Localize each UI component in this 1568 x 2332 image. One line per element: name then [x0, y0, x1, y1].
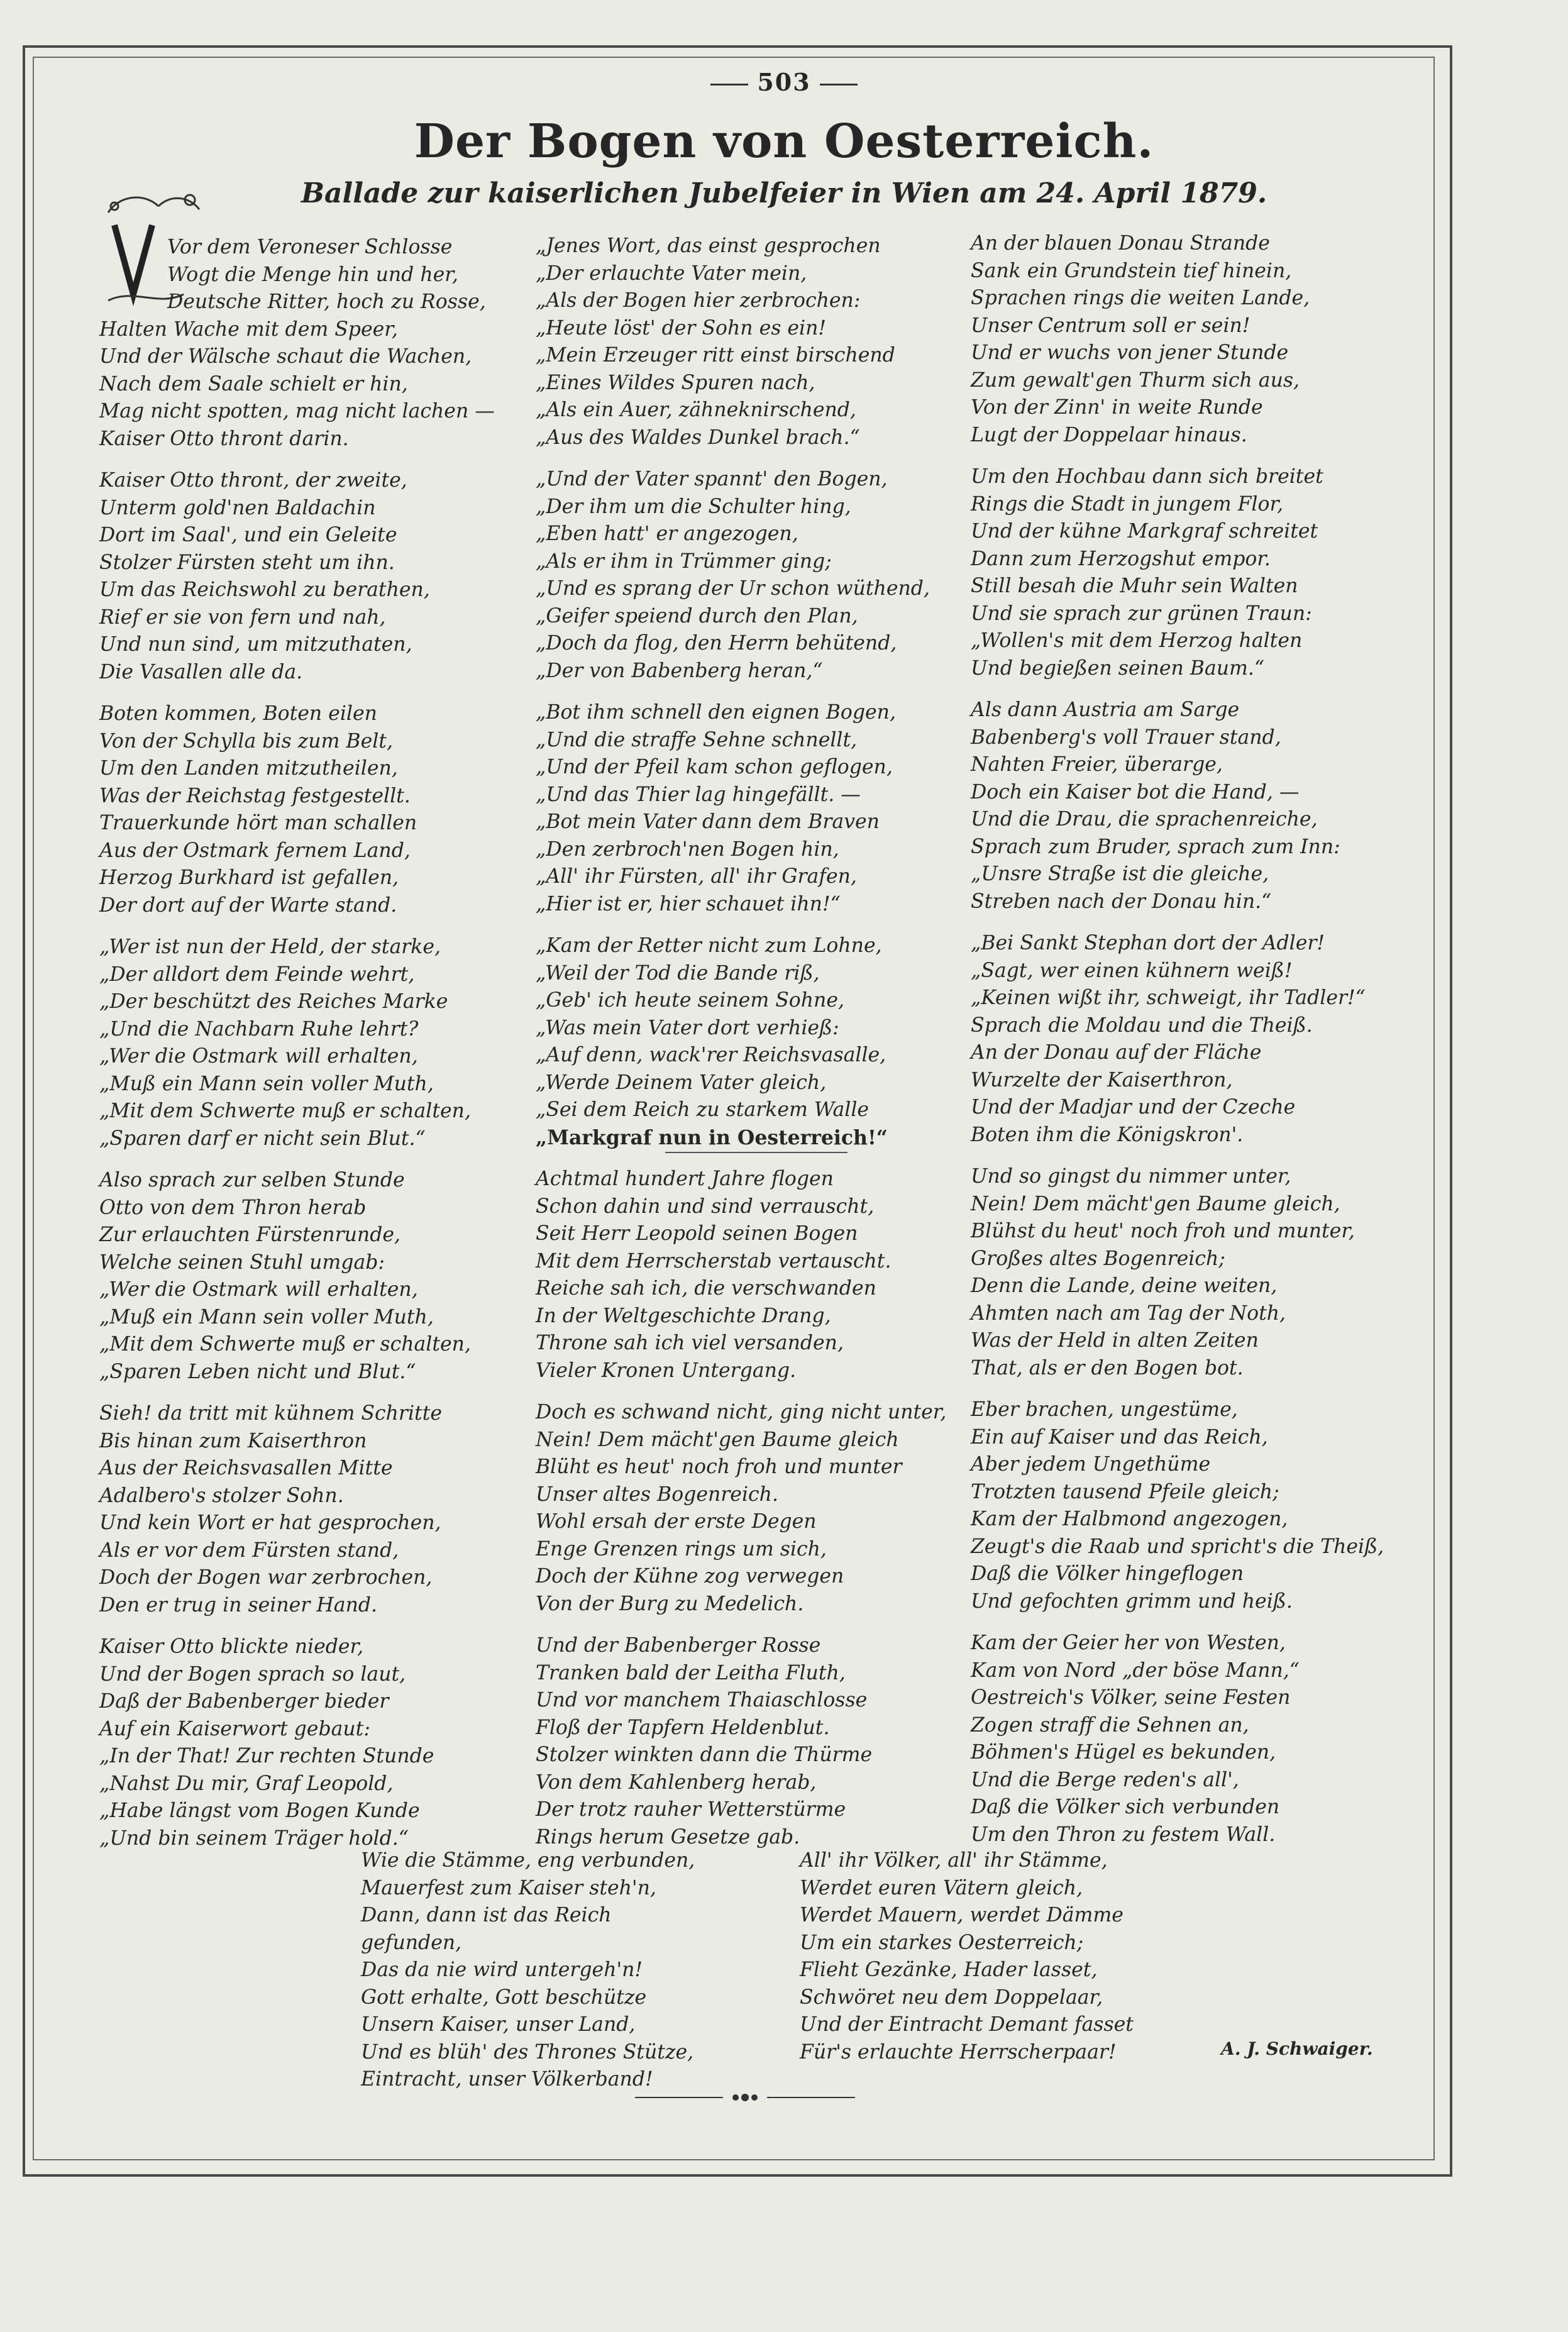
stanza — [536, 1166, 951, 1384]
verse-line: Dann zum Herzogshut empor. — [971, 547, 1271, 570]
verse-line: Rings herum Gesetze gab. — [536, 1825, 800, 1848]
verse-line: „Bei Sankt Stephan dort der Adler! — [971, 932, 1325, 954]
stanza — [99, 1633, 502, 1852]
verse-line: Zum gewalt'gen Thurm sich aus, — [971, 368, 1300, 392]
stanza — [971, 1396, 1405, 1615]
verse-line: Adalbero's stolzer Sohn. — [99, 1484, 344, 1507]
verse-line: Eber brachen, ungestüme, — [971, 1398, 1238, 1421]
stanza — [971, 1630, 1405, 1848]
verse-line: „Kam der Retter nicht zum Lohne, — [536, 934, 882, 957]
poem-column-1 — [99, 234, 502, 1867]
verse-line: Floß der Tapfern Heldenblut. — [536, 1716, 830, 1739]
verse-line: „Als der Bogen hier zerbrochen: — [536, 289, 861, 312]
verse-line: Und der Babenberger Rosse — [536, 1634, 821, 1657]
verse-line: „Wer ist nun der Held, der starke, — [99, 936, 441, 958]
verse-line: Achtmal hundert Jahre flogen — [536, 1168, 834, 1190]
verse-line: An der blauen Donau Strande — [971, 232, 1270, 255]
verse-line: Zeugt's die Raab und spricht's die Theiß, — [971, 1535, 1384, 1558]
verse-line: Trauerkunde hört man schallen — [99, 812, 417, 834]
verse-line: Böhmen's Hügel es bekunden, — [971, 1741, 1276, 1764]
stanza — [536, 466, 951, 685]
verse-line: Auf ein Kaiserwort gebaut: — [99, 1717, 370, 1740]
verse-line: „Was mein Vater dort verhieß: — [536, 1016, 839, 1039]
verse-line: Von der Schylla bis zum Belt, — [99, 729, 393, 753]
verse-line: Und der Bogen sprach so laut, — [99, 1662, 406, 1686]
verse-line: Für's erlauchte Herrscherpaar! — [800, 2040, 1117, 2064]
verse-line: Blüht es heut' noch froh und munter — [536, 1456, 902, 1478]
verse-line: Stolzer Fürsten steht um ihn. — [99, 551, 395, 574]
verse-line: Throne sah ich viel versanden, — [536, 1332, 844, 1354]
verse-line: Daß die Völker sich verbunden — [971, 1796, 1280, 1818]
verse-line: „Als ein Auer, zähneknirschend, — [536, 399, 856, 421]
verse-line: „Sei dem Reich zu starkem Walle — [536, 1098, 870, 1121]
page-title: Der Bogen von Oesterreich. — [414, 114, 1154, 169]
verse-line: Nach dem Saale schielt er hin, — [99, 372, 408, 395]
verse-line: „Weil der Tod die Bande riß, — [536, 961, 820, 985]
verse-line: Sprach zum Bruder, sprach zum Inn: — [971, 835, 1340, 858]
verse-line: „Der erlauchte Vater mein, — [536, 262, 807, 285]
verse-line: Wohl ersah der erste Degen — [536, 1510, 817, 1533]
verse-line: „Den zerbroch'nen Bogen hin, — [536, 837, 839, 861]
verse-line: Aber jedem Ungethüme — [971, 1453, 1211, 1476]
verse-line: Um das Reichswohl zu berathen, — [99, 578, 430, 601]
verse-line: Flieht Gezänke, Hader lasset, — [800, 1959, 1098, 1981]
verse-line: Unser Centrum soll er sein! — [971, 314, 1251, 337]
verse-line: Vor dem Veroneser Schlosse — [167, 236, 453, 258]
verse-line: Als dann Austria am Sarge — [971, 699, 1240, 721]
page-number: 503 — [757, 68, 811, 96]
verse-line: An der Donau auf der Fläche — [971, 1041, 1262, 1064]
verse-line: Streben nach der Donau hin.“ — [971, 890, 1272, 913]
verse-line: Mit dem Herrscherstab vertauscht. — [536, 1249, 892, 1273]
verse-line: Babenberg's voll Trauer stand, — [971, 726, 1281, 749]
verse-line: „Wer die Ostmark will erhalten, — [99, 1045, 418, 1068]
verse-line: Doch der Bogen war zerbrochen, — [99, 1566, 433, 1589]
verse-line: „Eines Wildes Spuren nach, — [536, 371, 815, 394]
verse-line: Gott erhalte, Gott beschütze — [361, 1986, 647, 2009]
verse-line: „Eben hatt' er angezogen, — [536, 522, 798, 545]
verse-line: Und der Wälsche schaut die Wachen, — [99, 345, 472, 368]
verse-line: Halten Wache mit dem Speer, — [99, 318, 398, 341]
verse-line: Sprach die Moldau und die Theiß. — [971, 1014, 1313, 1037]
verse-line: Und die Drau, die sprachenreiche, — [971, 808, 1318, 831]
verse-line: „Geb' ich heute seinem Sohne, — [536, 989, 844, 1012]
verse-line: „Der von Babenberg heran,“ — [536, 659, 823, 682]
verse-line: Und kein Wort er hat gesprochen, — [99, 1511, 441, 1534]
verse-line: Und sie sprach zur grünen Traun: — [971, 602, 1312, 625]
stanza — [536, 932, 951, 1151]
verse-line: „Auf denn, wack'rer Reichsvasalle, — [536, 1044, 886, 1066]
verse-line: „Und die Nachbarn Ruhe lehrt? — [99, 1017, 419, 1041]
verse-line: „Der alldort dem Feinde wehrt, — [99, 963, 415, 986]
verse-line: Großes altes Bogenreich; — [971, 1247, 1225, 1270]
verse-line: Die Vasallen alle da. — [99, 660, 303, 683]
verse-line: „In der That! Zur rechten Stunde — [99, 1745, 434, 1767]
stanza — [971, 930, 1405, 1149]
page-number-dash-left — [710, 84, 748, 86]
poem-column-2 — [536, 233, 951, 1865]
verse-line: Lugt der Doppelaar hinaus. — [971, 423, 1247, 446]
verse-line: Und so gingst du nimmer unter, — [971, 1165, 1291, 1188]
verse-line: „Sagt, wer einen kühnern weiß! — [971, 959, 1293, 982]
verse-line: Doch es schwand nicht, ging nicht unter, — [536, 1401, 947, 1423]
verse-line: Von der Burg zu Medelich. — [536, 1592, 804, 1615]
verse-line: Nahten Freier, überarge, — [971, 753, 1223, 776]
verse-line: Und gefochten grimm und heiß. — [971, 1589, 1293, 1613]
verse-line: Um ein starkes Oesterreich; — [800, 1931, 1084, 1954]
verse-line: Und der kühne Markgraf schreitet — [971, 520, 1318, 543]
finale-stanza-left — [361, 1847, 713, 2094]
verse-line: Seit Herr Leopold seinen Bogen — [536, 1222, 858, 1245]
verse-line: Vieler Kronen Untergang. — [536, 1359, 797, 1382]
verse-line: Werdet euren Vätern gleich, — [800, 1876, 1083, 1899]
verse-line: „Als er ihm in Trümmer ging; — [536, 550, 832, 573]
verse-line: Sieh! da tritt mit kühnem Schritte — [99, 1402, 443, 1425]
verse-line: Rief er sie von fern und nah, — [99, 605, 386, 629]
verse-line: Kaiser Otto thront darin. — [99, 427, 349, 450]
verse-line: Und die Berge reden's all', — [971, 1768, 1239, 1791]
verse-line: „Keinen wißt ihr, schweigt, ihr Tadler!“ — [971, 986, 1366, 1009]
verse-line: Was der Reichstag festgestellt. — [99, 784, 411, 807]
verse-line: Das da nie wird untergeh'n! — [361, 1959, 643, 1981]
finale-stanza-right — [800, 1847, 1152, 2066]
stanza — [971, 230, 1405, 449]
verse-line: „Doch da flog, den Herrn behütend, — [536, 632, 897, 655]
verse-line: „Werde Deinem Vater gleich, — [536, 1071, 827, 1094]
verse-line: Kam der Halbmond angezogen, — [971, 1508, 1288, 1530]
verse-line: Und er wuchs von jener Stunde — [971, 341, 1289, 364]
verse-line: Kam der Geier her von Westen, — [971, 1632, 1286, 1654]
verse-line: „Der ihm um die Schulter hing, — [536, 495, 851, 518]
verse-line: Zogen straff die Sehnen an, — [971, 1713, 1249, 1737]
verse-line: Schon dahin und sind verrauscht, — [536, 1195, 875, 1218]
verse-line: „Und die straffe Sehne schnellt, — [536, 728, 858, 751]
verse-line: „Mit dem Schwerte muß er schalten, — [99, 1100, 471, 1122]
verse-line: Und nun sind, um mitzuthaten, — [99, 633, 412, 656]
verse-line: Kam von Nord „der böse Mann,“ — [971, 1659, 1300, 1682]
verse-line: Werdet Mauern, werdet Dämme — [800, 1904, 1124, 1926]
verse-line: „Mit dem Schwerte muß er schalten, — [99, 1333, 471, 1356]
verse-line: Doch der Kühne zog verwegen — [536, 1565, 844, 1588]
verse-line: Und der Eintracht Demant fasset — [800, 2013, 1134, 2036]
verse-line: „Wer die Ostmark will erhalten, — [99, 1278, 418, 1301]
verse-line: Kaiser Otto thront, der zweite, — [99, 469, 407, 492]
stanza — [536, 233, 951, 451]
verse-line: „Markgraf nun in Oesterreich!“ — [536, 1125, 888, 1149]
verse-line: „Aus des Waldes Dunkel brach.“ — [536, 426, 860, 449]
stanza — [536, 699, 951, 918]
verse-line: Unsern Kaiser, unser Land, — [361, 2013, 636, 2036]
verse-line: „Wollen's mit dem Herzog halten — [971, 629, 1303, 652]
verse-line: „Geifer speiend durch den Plan, — [536, 604, 858, 627]
stanza — [971, 1163, 1405, 1382]
verse-line: „Muß ein Mann sein voller Muth, — [99, 1305, 434, 1329]
stanza — [99, 700, 502, 919]
verse-line: Daß der Babenberger bieder — [99, 1690, 389, 1713]
verse-line: „Sparen darf er nicht sein Blut.“ — [99, 1127, 426, 1150]
verse-line: Unterm gold'nen Baldachin — [99, 496, 376, 519]
verse-line: Den er trug in seiner Hand. — [99, 1593, 378, 1616]
verse-line: Bis hinan zum Kaiserthron — [99, 1429, 367, 1452]
verse-line: Von der Zinn' in weite Runde — [971, 396, 1263, 419]
verse-line: Ein auf Kaiser und das Reich, — [971, 1425, 1268, 1449]
verse-line: „Mein Erzeuger ritt einst birschend — [536, 344, 895, 367]
verse-line: Otto von dem Thron herab — [99, 1196, 367, 1219]
verse-line: Nein! Dem mächt'gen Baume gleich — [536, 1428, 899, 1451]
page-number-dash-right — [820, 84, 858, 86]
verse-line: Boten kommen, Boten eilen — [99, 702, 377, 725]
verse-line: Rings die Stadt in jungem Flor, — [971, 492, 1284, 516]
verse-line: Aus der Ostmark fernem Land, — [99, 839, 411, 862]
verse-line: Wogt die Menge hin und her, — [167, 263, 458, 286]
verse-line: Wie die Stämme, eng verbunden, — [361, 1849, 695, 1872]
verse-line: Stolzer winkten dann die Thürme — [536, 1743, 873, 1766]
verse-line: Mag nicht spotten, mag nicht lachen — — [99, 400, 495, 423]
verse-line: Blühst du heut' noch froh und munter, — [971, 1220, 1355, 1242]
verse-line: All' ihr Völker, all' ihr Stämme, — [800, 1849, 1108, 1872]
verse-line: „Bot ihm schnell den eignen Bogen, — [536, 701, 896, 724]
verse-line: Also sprach zur selben Stunde — [99, 1169, 405, 1191]
verse-line: Unser altes Bogenreich. — [536, 1483, 778, 1506]
section-divider — [665, 1152, 847, 1153]
verse-line: Wurzelte der Kaiserthron, — [971, 1068, 1233, 1091]
verse-line: Nein! Dem mächt'gen Baume gleich, — [971, 1192, 1340, 1215]
verse-line: Um den Landen mitzutheilen, — [99, 757, 398, 780]
stanza — [971, 697, 1405, 915]
verse-line: That, als er den Bogen bot. — [971, 1356, 1244, 1379]
stanza — [536, 1399, 951, 1618]
verse-line: „Und der Pfeil kam schon geflogen, — [536, 756, 893, 778]
verse-line: Aus der Reichsvasallen Mitte — [99, 1457, 393, 1479]
verse-line: Oestreich's Völker, seine Festen — [971, 1686, 1291, 1709]
verse-line: Kaiser Otto blickte nieder, — [99, 1635, 364, 1658]
verse-line: Dort im Saal', und ein Geleite — [99, 524, 397, 546]
verse-line: Der trotz rauher Wetterstürme — [536, 1798, 846, 1821]
verse-line: „Und das Thier lag hingefällt. — — [536, 783, 861, 806]
end-ornament-icon — [635, 2090, 855, 2105]
verse-line: Um den Thron zu festem Wall. — [971, 1823, 1276, 1846]
verse-line: „Sparen Leben nicht und Blut.“ — [99, 1360, 416, 1383]
verse-line: Ahmten nach am Tag der Noth, — [971, 1301, 1286, 1325]
verse-line: Schwöret neu dem Doppelaar, — [800, 1986, 1103, 2009]
verse-line: Von dem Kahlenberg herab, — [536, 1771, 817, 1794]
verse-line: Trotzten tausend Pfeile gleich; — [971, 1480, 1279, 1503]
verse-line: Der dort auf der Warte stand. — [99, 893, 397, 917]
verse-line: Herzog Burkhard ist gefallen, — [99, 866, 399, 889]
stanza — [99, 467, 502, 686]
stanza — [99, 1167, 502, 1386]
page-number-row — [0, 68, 1568, 96]
page-subtitle: Ballade zur kaiserlichen Jubelfeier in Wien am 24. April 1879. — [301, 177, 1267, 209]
verse-line: „Heute löst' der Sohn es ein! — [536, 316, 827, 340]
verse-line: Was der Held in alten Zeiten — [971, 1329, 1259, 1352]
verse-line: Und begießen seinen Baum.“ — [971, 656, 1264, 680]
verse-line: „Jenes Wort, das einst gesprochen — [536, 235, 881, 257]
verse-line: Enge Grenzen rings um sich, — [536, 1537, 827, 1561]
verse-line: Als er vor dem Fürsten stand, — [99, 1539, 399, 1562]
verse-line: Sank ein Grundstein tief hinein, — [971, 259, 1292, 282]
verse-line: Daß die Völker hingeflogen — [971, 1562, 1244, 1585]
poem-column-3 — [971, 230, 1405, 1863]
verse-line: Und es blüh' des Thrones Stütze, — [361, 2040, 694, 2064]
verse-line: Dann, dann ist das Reich gefunden, — [361, 1904, 612, 1954]
stanza — [99, 1400, 502, 1619]
verse-line: Und der Madjar und der Czeche — [971, 1096, 1296, 1119]
verse-line: Welche seinen Stuhl umgab: — [99, 1251, 385, 1274]
verse-line: Doch ein Kaiser bot die Hand, — — [971, 780, 1300, 804]
verse-line: „Und bin seinem Träger hold.“ — [99, 1826, 409, 1850]
verse-line: „Bot mein Vater dann dem Braven — [536, 810, 880, 833]
verse-line: Boten ihm die Königskron'. — [971, 1123, 1244, 1146]
verse-line: Mauerfest zum Kaiser steh'n, — [361, 1876, 656, 1899]
stanza — [99, 234, 502, 453]
verse-line: Eintracht, unser Völkerband! — [361, 2068, 653, 2091]
verse-line: Um den Hochbau dann sich breitet — [971, 465, 1323, 488]
verse-line: „Der beschützt des Reiches Marke — [99, 990, 448, 1013]
verse-line: „Und der Vater spannt' den Bogen, — [536, 468, 888, 490]
verse-line: Und vor manchem Thaiaschlosse — [536, 1689, 868, 1711]
verse-line: „Habe längst vom Bogen Kunde — [99, 1799, 420, 1822]
verse-line: „Nahst Du mir, Graf Leopold, — [99, 1772, 394, 1795]
verse-line: „All' ihr Fürsten, all' ihr Grafen, — [536, 865, 857, 888]
verse-line: Still besah die Muhr sein Walten — [971, 575, 1298, 597]
stanza — [536, 1632, 951, 1851]
verse-line: Tranken bald der Leitha Fluth, — [536, 1661, 846, 1684]
stanza — [971, 463, 1405, 682]
verse-line: „Unsre Straße ist die gleiche, — [971, 863, 1269, 885]
verse-line: Sprachen rings die weiten Lande, — [971, 287, 1310, 309]
verse-line: „Muß ein Mann sein voller Muth, — [99, 1072, 434, 1095]
verse-line: Reiche sah ich, die verschwanden — [536, 1277, 876, 1300]
verse-line: Deutsche Ritter, hoch zu Rosse, — [167, 290, 486, 313]
verse-line: „Und es sprang der Ur schon wüthend, — [536, 577, 930, 600]
author-signature: A. J. Schwaiger. — [1221, 2038, 1373, 2059]
verse-line: Denn die Lande, deine weiten, — [971, 1274, 1278, 1297]
verse-line: „Hier ist er, hier schauet ihn!“ — [536, 892, 841, 915]
verse-line: Zur erlauchten Fürstenrunde, — [99, 1224, 401, 1246]
stanza — [99, 934, 502, 1152]
verse-line: In der Weltgeschichte Drang, — [536, 1304, 831, 1327]
